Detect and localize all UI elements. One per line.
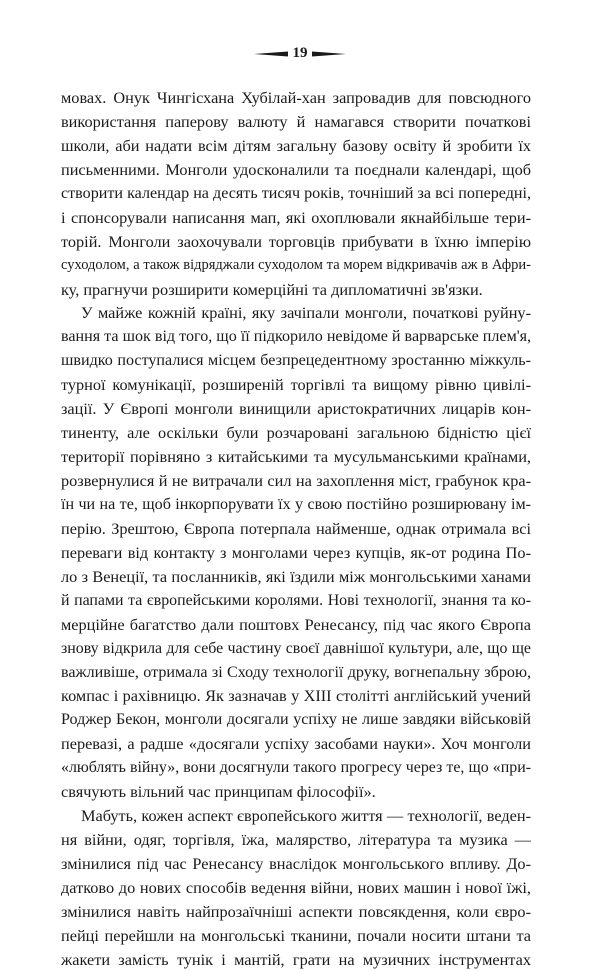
text-line: торій. Монголи заохочували торговців прибувати в їхню імперію [61, 231, 531, 251]
text-line: змінилися навіть найпрозаїчніші аспекти повсякдення, коли євро- [61, 901, 531, 921]
text-line: компас і рахівницю. Як зазначав у XIII столітті англійський учений [61, 686, 531, 706]
text-line: ло з Венеції, та посланників, які їздили між монгольськими ханами [61, 566, 531, 586]
text-line: використання паперову валюту й намагався створити початкові [61, 111, 531, 131]
text-line: їн чи на те, щоб інкорпорувати їх у свою постійно розширювану ім- [61, 495, 531, 513]
text-line: тиненту, але оскільки були розчаровані загальною бідністю цієї [61, 423, 531, 443]
text-line: пейці перейшли на монгольські тканини, почали носити штани та [61, 925, 531, 945]
text-line: території порівняно з китайськими та мусульманськими країнами, [61, 447, 531, 467]
text-line: мерційне багатство дали поштовх Ренесансу, під час якого Європа [61, 614, 531, 634]
text-line: письменними. Монголи удосконалили та поєднали календарі, щоб [61, 159, 531, 179]
text-line: вання та шок від того, що її підкорило невідоме й варварське плем'я, [61, 328, 531, 346]
page-header [0, 42, 600, 64]
text-line: й папами та європейськими королями. Нові технології, знання та ко- [61, 591, 531, 609]
text-line: зації. У Європі монголи винищили аристократичних лицарів кон- [61, 399, 531, 419]
text-line: суходолом, а також відряджали суходолом та морем відкривачів аж в Афри- [61, 256, 531, 273]
text-line: знову відкрила для себе частину своєї давнішої культури, але, що ще [61, 639, 531, 657]
text-line: школи, аби надати всім дітям загальну базову освіту й зробити їх [61, 135, 531, 155]
text-line: У майже кожній країні, яку зачіпали монголи, початкові руйну- [81, 303, 531, 323]
text-line: мовах. Онук Чингісхана Хубілай-хан запровадив для повсюдного [61, 88, 531, 107]
text-line: турної комунікації, розширеній торгівлі та вищому рівню цивілі- [61, 375, 531, 395]
text-line: Мабуть, кожен аспект європейського життя — технології, веден- [81, 806, 531, 826]
page-number: 19 [292, 45, 308, 61]
text-line: змінилися під час Ренесансу внаслідок монгольського впливу. До- [61, 854, 531, 873]
text-line: переваги від контакту з монголами через купців, як-от родина По- [61, 542, 531, 562]
text-line: важливіше, отримала зі Сходу технології друку, вогнепальну зброю, [61, 663, 531, 681]
text-line: свячують вільний час принципам філософії». [61, 782, 376, 802]
text-line: розвернулися й не витрачали сил на захоплення міст, грабунок кра- [61, 471, 531, 490]
text-line: перію. Зрештою, Європа потерпала найменше, однак отримала всі [61, 518, 531, 538]
text-line: жакети замість тунік і мантій, грати на музичних інструментах [61, 949, 531, 969]
body-text [61, 86, 531, 972]
text-line: швидко поступалися місцем безпрецедентному зростанню міжкуль- [61, 352, 531, 370]
text-line: ку, прагнучи розширити комерційні та дипломатичні зв'язки. [61, 279, 483, 299]
text-line: створити календар на десять тисяч років, точніший за всі попередні, [61, 184, 531, 202]
right-ornament-icon [312, 51, 346, 57]
text-line: Роджер Бекон, монголи досягали успіху не лише завдяки військовій [61, 711, 531, 729]
text-line: перевазі, а радше «досягали успіху засобами науки». Хоч монголи [61, 734, 531, 754]
text-line: датково до нових способів ведення війни, нових машин і нової їжі, [61, 877, 531, 897]
text-line: «люблять війну», вони досягнули такого прогресу через те, що «при- [61, 759, 531, 777]
text-line: ня війни, одяг, торгівля, їжа, малярство, література та музика — [61, 830, 531, 850]
text-line: і спонсорували написання мап, які охоплювали якнайбільше тери- [61, 207, 531, 227]
